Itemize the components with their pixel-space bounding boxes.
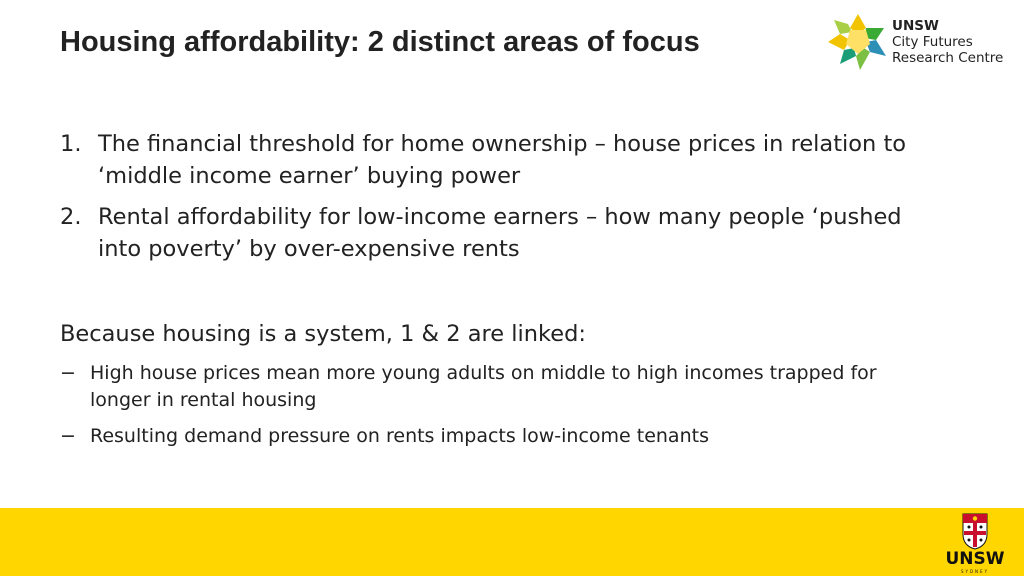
slide-title: Housing affordability: 2 distinct areas of focus bbox=[60, 26, 700, 58]
list-item-text: The financial threshold for home ownership – house prices in relation to ‘middle income earner’ buying power bbox=[98, 131, 907, 189]
list-item bbox=[60, 128, 940, 192]
unsw-logo bbox=[940, 512, 1010, 574]
list-item bbox=[60, 360, 940, 414]
list-item-number: 2. bbox=[60, 204, 82, 230]
city-futures-star-icon bbox=[826, 12, 890, 74]
logo-unsw-text: UNSW bbox=[892, 18, 939, 34]
logo-city-futures-text: City Futures bbox=[892, 34, 973, 50]
unsw-sydney-text: SYDNEY bbox=[960, 569, 990, 574]
list-item-number: 1. bbox=[60, 131, 82, 157]
focus-areas-list bbox=[60, 128, 940, 274]
list-item bbox=[60, 201, 940, 265]
linked-list bbox=[60, 360, 940, 459]
dash-bullet: − bbox=[60, 425, 76, 447]
logo-research-centre-text: Research Centre bbox=[892, 50, 1004, 66]
dash-bullet: − bbox=[60, 362, 76, 384]
list-item-text: Resulting demand pressure on rents impacts low-income tenants bbox=[90, 425, 709, 447]
linked-heading: Because housing is a system, 1 & 2 are linked: bbox=[60, 321, 586, 347]
list-item-text: High house prices mean more young adults on middle to high incomes trapped for longer in rental housing bbox=[90, 362, 877, 411]
unsw-crest-icon bbox=[940, 512, 1010, 550]
city-futures-wordmark bbox=[892, 18, 1003, 66]
unsw-wordmark: UNSW bbox=[945, 549, 1005, 569]
footer-band bbox=[0, 508, 1024, 576]
list-item-text: Rental affordability for low-income earners – how many people ‘pushed into poverty’ by over-expensive rents bbox=[98, 204, 902, 262]
list-item bbox=[60, 423, 940, 450]
